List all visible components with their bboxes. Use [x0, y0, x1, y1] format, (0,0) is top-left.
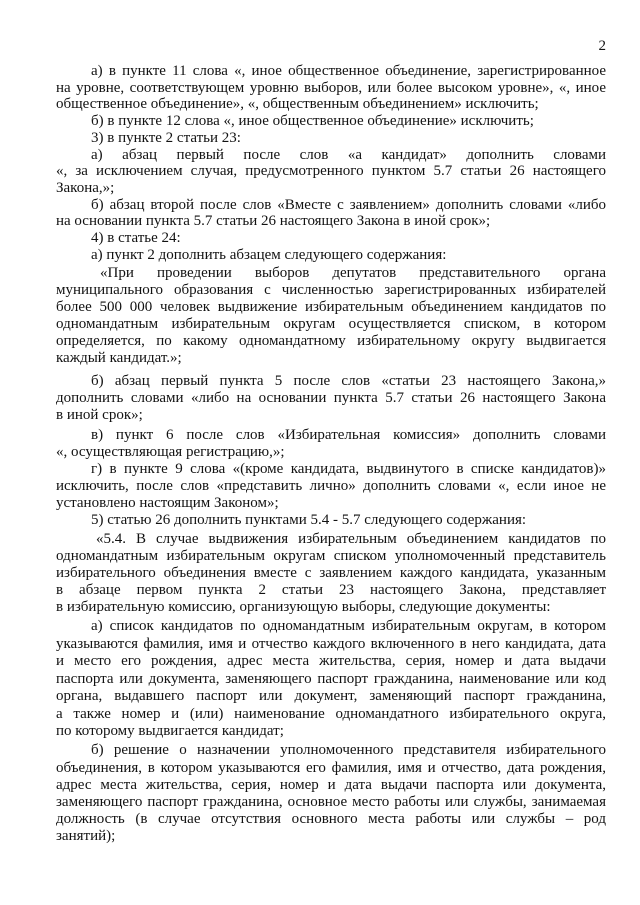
text-line: более 500 000 человек выдвижение избирательным объединением кандидатов по — [56, 299, 606, 316]
paragraph — [56, 63, 606, 113]
text-line: указываются фамилия, имя и отчество каждого включенного в него кандидата, дата — [56, 635, 606, 652]
text-line: а) список кандидатов по одномандатным избирательным округам, в котором — [91, 618, 606, 635]
paragraph — [56, 230, 606, 247]
paragraph — [56, 618, 606, 741]
text-line: установлено настоящим Законом»; — [56, 495, 279, 512]
text-line: б) абзац второй после слов «Вместе с заявлением» дополнить словами «либо — [91, 196, 606, 213]
document-body — [56, 63, 606, 846]
text-line: одномандатным избирательным округам списком уполномоченный представитель — [56, 548, 606, 565]
text-line: паспорта или документа, заменяющего паспорт гражданина, наименование или код — [56, 670, 606, 687]
text-line: должность (в случае отсутствия основного места работы или службы – род — [56, 811, 606, 828]
text-line: Закона,»; — [56, 179, 115, 196]
paragraph — [56, 147, 606, 197]
paragraph — [56, 742, 606, 845]
text-line: в иной срок»; — [56, 407, 143, 424]
paragraph — [56, 113, 606, 130]
text-line: общественное объединение», «, общественным объединением» исключить; — [56, 96, 539, 113]
text-line: избирательного объединения вместе с заявлением каждого кандидата, указанным — [56, 565, 606, 582]
text-line: муниципального образования с численностью зарегистрированных избирателей — [56, 282, 606, 299]
text-line: в абзаце первом пункта 2 статьи 23 настоящего Закона, представляет — [56, 582, 606, 599]
text-line: «, осуществляющая регистрацию,»; — [56, 444, 285, 461]
text-line: а) в пункте 11 слова «, иное общественное объединение, зарегистрированное — [91, 63, 606, 79]
text-line: занятий); — [56, 828, 116, 845]
text-line: адрес места жительства, серия, номер и дата выдачи паспорта или документа, — [56, 776, 606, 793]
paragraph — [56, 247, 606, 264]
paragraph — [56, 265, 606, 367]
text-line: одномандатным избирательным округам осуществляется списком, в котором — [56, 316, 606, 333]
text-line: а) абзац первый после слов «а кандидат» дополнить словами — [91, 146, 606, 163]
text-line: г) в пункте 9 слова «(кроме кандидата, выдвинутого в списке кандидатов)» — [91, 461, 606, 478]
paragraph — [56, 531, 606, 616]
text-line: 5) статью 26 дополнить пунктами 5.4 - 5.7 следующего содержания: — [91, 512, 527, 529]
text-line: в) пункт 6 после слов «Избирательная комиссия» дополнить словами — [91, 427, 606, 444]
paragraph — [56, 427, 606, 461]
paragraph — [56, 197, 606, 230]
page-number: 2 — [598, 38, 606, 54]
text-line: «, за исключением случая, предусмотренного пунктом 5.7 статьи 26 настоящего — [56, 163, 606, 180]
text-line: б) в пункте 12 слова «, иное общественное объединение» исключить; — [91, 113, 534, 130]
text-line: объединения, в котором указываются его фамилия, имя и отчество, дата рождения, — [56, 759, 606, 776]
text-line: б) решение о назначении уполномоченного представителя избирательного — [91, 742, 606, 759]
text-line: в избирательную комиссию, организующую выборы, следующие документы: — [56, 599, 551, 616]
paragraph — [56, 130, 606, 147]
text-line: по которому выдвигается кандидат; — [56, 723, 284, 740]
text-line: исключить, после слов «представить лично» дополнить словами «, если иное не — [56, 478, 606, 495]
text-line: на основании пункта 5.7 статьи 26 настоящего Закона в иной срок»; — [56, 213, 491, 230]
text-line: 3) в пункте 2 статьи 23: — [91, 129, 241, 146]
text-line: дополнить словами «либо на основании пункта 5.7 статьи 26 настоящего Закона — [56, 390, 606, 407]
text-line: а) пункт 2 дополнить абзацем следующего содержания: — [91, 246, 447, 263]
text-line: «При проведении выборов депутатов представительного органа — [100, 265, 606, 282]
paragraph — [56, 373, 606, 424]
text-line: заменяющего паспорт гражданина, основное место работы или службы, занимаемая — [56, 794, 606, 811]
text-line: каждый кандидат.»; — [56, 350, 182, 367]
text-line: «5.4. В случае выдвижения избирательным объединением кандидатов по — [96, 531, 606, 548]
text-line: и место его рождения, адрес места жительства, серия, номер и дата выдачи — [56, 653, 606, 670]
paragraph — [56, 461, 606, 512]
text-line: определяется, по какому одномандатному избирательному округу выдвигается — [56, 333, 606, 350]
text-line: б) абзац первый пункта 5 после слов «статьи 23 настоящего Закона,» — [91, 373, 606, 390]
paragraph — [56, 512, 606, 529]
text-line: на уровне, соответствующем уровню выборов, или более высоком уровне», «, иное — [56, 79, 606, 96]
text-line: органа, выдавшего паспорт или документ, заменяющий паспорт гражданина, — [56, 688, 606, 705]
text-line: а также номер и (или) наименование одномандатного избирательного округа, — [56, 705, 606, 722]
text-line: 4) в статье 24: — [91, 230, 181, 247]
